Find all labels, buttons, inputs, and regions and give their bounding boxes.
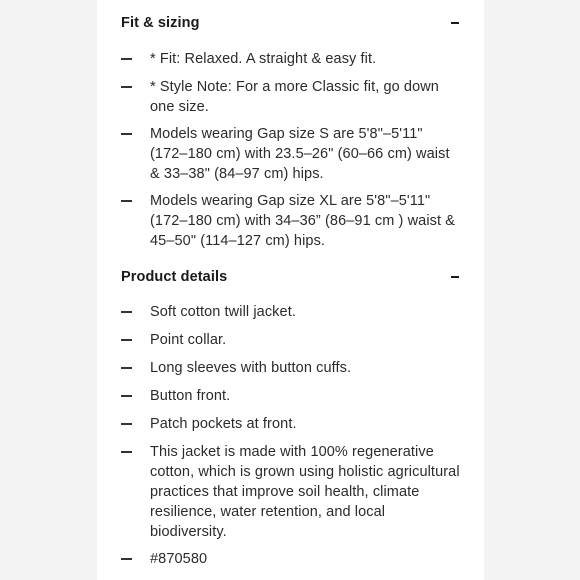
list-item-text: Point collar. xyxy=(150,332,227,348)
list-item-text: Long sleeves with button cuffs. xyxy=(150,360,352,376)
fit-sizing-title: Fit & sizing xyxy=(121,15,200,31)
dash-icon xyxy=(121,200,132,202)
product-number: #870580 xyxy=(150,551,208,567)
list-item-text: * Style Note: For a more Classic fit, go down one size. xyxy=(150,79,439,115)
list-item xyxy=(121,191,461,251)
list-item-text: This jacket is made with 100% regenerative cotton, which is grown using holistic agricultural practices that improve soil health, climate resilience, water retention, and local biodiversity. xyxy=(150,444,460,540)
dash-icon xyxy=(121,339,132,341)
list-item xyxy=(121,442,461,542)
list-item-text: Models wearing Gap size S are 5'8"–5'11" (172–180 cm) with 23.5–26" (60–66 cm) waist & 33–38" (84–97 cm) hips. xyxy=(150,126,450,182)
product-details-title: Product details xyxy=(121,269,228,285)
list-item xyxy=(121,414,461,434)
list-item xyxy=(121,549,461,569)
dash-icon xyxy=(121,423,132,425)
list-item-text: Button front. xyxy=(150,388,231,404)
fit-sizing-header[interactable] xyxy=(121,12,461,34)
list-item-text: Patch pockets at front. xyxy=(150,416,297,432)
list-item-text: * Fit: Relaxed. A straight & easy fit. xyxy=(150,51,377,67)
list-item xyxy=(121,330,461,350)
list-item xyxy=(121,49,461,69)
list-item xyxy=(121,386,461,406)
list-item xyxy=(121,302,461,322)
dash-icon xyxy=(121,86,132,88)
list-item-text: Models wearing Gap size XL are 5'8"–5'11" (172–180 cm) with 34–36” (86–91 cm ) waist & 45–50" (114–127 cm) hips. xyxy=(150,193,456,249)
dash-icon xyxy=(121,367,132,369)
list-item xyxy=(121,358,461,378)
dash-icon xyxy=(121,558,132,560)
minus-icon[interactable] xyxy=(451,276,459,278)
list-item xyxy=(121,77,461,117)
list-item xyxy=(121,124,461,184)
product-info-panel xyxy=(97,0,484,580)
dash-icon xyxy=(121,133,132,135)
dash-icon xyxy=(121,451,132,453)
dash-icon xyxy=(121,311,132,313)
minus-icon[interactable] xyxy=(451,22,459,24)
dash-icon xyxy=(121,58,132,60)
list-item-text: Soft cotton twill jacket. xyxy=(150,304,296,320)
dash-icon xyxy=(121,395,132,397)
product-details-header[interactable] xyxy=(121,266,461,288)
